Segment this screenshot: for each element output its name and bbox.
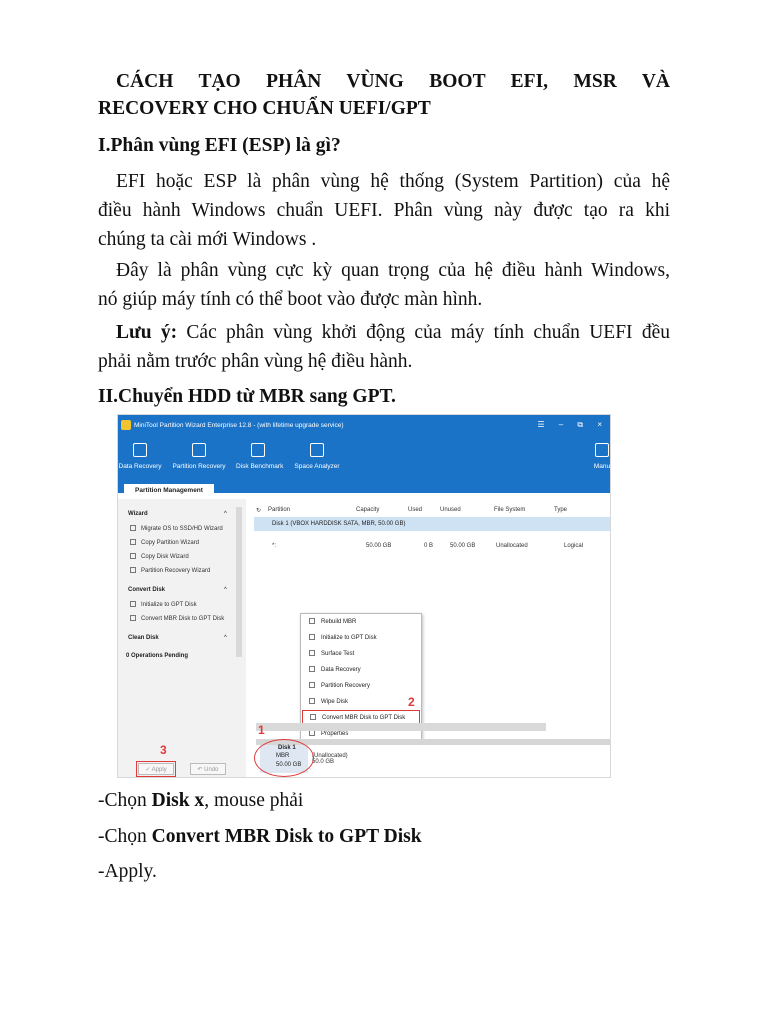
data-recovery-icon: [133, 443, 147, 457]
disk-benchmark-button: [236, 443, 284, 470]
app-logo-icon: [121, 420, 131, 430]
step-emphasis: Convert MBR Disk to GPT Disk: [151, 826, 422, 847]
column-header: Partition: [268, 507, 291, 513]
disk-map-unallocated: [312, 753, 348, 765]
initialize-icon: [309, 634, 315, 640]
manual-button: [590, 443, 611, 470]
disk-row-label: Disk 1 (VBOX HARDDISK SATA, MBR, 50.00 GB): [272, 521, 406, 527]
disk-map-size: 50.00 GB: [276, 762, 302, 768]
unallocated-label: (Unallocated): [312, 753, 348, 759]
paragraph-line: chúng ta cài mới Windows .: [98, 229, 317, 250]
disk-highlight-circle: [254, 739, 314, 777]
menu-item-label: Partition Recovery: [321, 683, 371, 689]
disk-benchmark-icon: [251, 443, 265, 457]
rebuild-icon: [309, 618, 315, 624]
chevron-up-icon: ^: [224, 635, 227, 641]
unallocated-size: 50.0 GB: [312, 759, 335, 765]
sidebar-item-label: Initialize to GPT Disk: [141, 602, 197, 608]
partition-capacity: 50.00 GB: [366, 543, 392, 549]
column-header: Type: [554, 507, 568, 513]
partition-wizard-screenshot: [117, 414, 611, 778]
menu-item-label: Data Recovery: [321, 667, 361, 673]
paragraph-importance: [98, 256, 670, 314]
step-emphasis: Disk x: [151, 790, 205, 811]
apply-highlight-box: [136, 761, 176, 777]
column-header: Unused: [440, 507, 461, 513]
toolbar-label: Data Recovery: [118, 463, 162, 470]
data-recovery-icon: [309, 666, 315, 672]
note-text: Các phân vùng khởi động của máy tính chuẩn UEFI đều: [177, 322, 670, 343]
refresh-icon: ↻: [256, 508, 262, 514]
recovery-wizard-icon: [130, 567, 136, 573]
menu-item-data-recovery: [301, 662, 421, 678]
paragraph-note: [98, 318, 670, 376]
sidebar-item-initialize-gpt: [130, 601, 197, 608]
column-header: Used: [408, 507, 423, 513]
marker-2: 2: [408, 695, 415, 709]
copy-partition-icon: [130, 539, 136, 545]
menu-item-label: Initialize to GPT Disk: [321, 635, 377, 641]
wipe-icon: [309, 698, 315, 704]
wizard-section-title: Wizard: [128, 511, 148, 517]
partition-recovery-icon: [192, 443, 206, 457]
sidebar-item-label: Convert MBR Disk to GPT Disk: [141, 616, 225, 622]
paragraph-efi-definition: [98, 167, 670, 254]
title-line-1: CÁCH TẠO PHÂN VÙNG BOOT EFI, MSR VÀ: [116, 71, 670, 92]
menu-item-wipe-disk: [301, 694, 421, 710]
paragraph-line: Đây là phân vùng cực kỳ quan trọng của hệ điều hành Windows,: [116, 260, 670, 281]
partition-name: *:: [272, 543, 277, 549]
title-line-2: RECOVERY CHO CHUẨN UEFI/GPT: [98, 98, 431, 119]
note-label: Lưu ý:: [116, 322, 178, 343]
sidebar-item-convert-mbr: [130, 615, 224, 622]
space-analyzer-button: [292, 443, 342, 470]
step-1: [98, 786, 670, 815]
toolbar-label: Disk Benchmark: [236, 463, 284, 470]
menu-item-label: Properties: [321, 731, 349, 737]
section-2-heading: II.Chuyển HDD từ MBR sang GPT.: [98, 386, 396, 407]
step-prefix: -Chọn: [98, 790, 152, 811]
operations-pending: 0 Operations Pending: [126, 653, 189, 659]
toolbar-label: Partition Recovery: [172, 463, 226, 470]
step-prefix: -Chọn: [98, 826, 152, 847]
sidebar-item-label: Copy Partition Wizard: [141, 540, 200, 546]
paragraph-line: điều hành Windows chuẩn UEFI. Phân vùng này được tạo ra khi: [98, 200, 670, 221]
menu-item-label: Wipe Disk: [321, 699, 349, 705]
surface-test-icon: [309, 650, 315, 656]
sidebar-item-label: Partition Recovery Wizard: [141, 568, 211, 574]
menu-item-rebuild-mbr: [301, 614, 421, 630]
disk-map-name: Disk 1: [278, 745, 296, 751]
chevron-up-icon: ^: [224, 511, 227, 517]
tab-partition-management: Partition Management: [124, 484, 214, 498]
column-header: Capacity: [356, 507, 380, 513]
section-1-heading: I.Phân vùng EFI (ESP) là gì?: [98, 135, 341, 156]
convert-icon: [130, 615, 136, 621]
partition-type: Logical: [564, 543, 584, 549]
menu-item-label: Convert MBR Disk to GPT Disk: [322, 715, 406, 721]
marker-3: 3: [160, 743, 167, 757]
data-recovery-button: [118, 443, 162, 470]
sidebar-item-copy-partition: [130, 539, 199, 546]
partition-used: 0 B: [424, 543, 434, 549]
initialize-icon: [130, 601, 136, 607]
disk-map-style: MBR: [276, 753, 290, 759]
table-row: [254, 517, 611, 531]
convert-icon: [310, 714, 316, 720]
menu-item-initialize-gpt: [301, 630, 421, 646]
sidebar-item-label: Copy Disk Wizard: [141, 554, 189, 560]
menu-item-surface-test: [301, 646, 421, 662]
document-title: [98, 68, 670, 122]
sidebar-scrollbar: [236, 507, 242, 657]
sidebar-item-copy-disk: [130, 553, 189, 560]
space-analyzer-icon: [310, 443, 324, 457]
column-header: File System: [494, 507, 526, 513]
step-suffix: , mouse phải: [204, 790, 304, 811]
menu-item-partition-recovery: [301, 678, 421, 694]
window-controls-icon: ☰ – ⧉ ×: [537, 420, 608, 429]
chevron-up-icon: ^: [224, 587, 227, 593]
partition-filesystem: Unallocated: [496, 543, 528, 549]
step-3: -Apply.: [98, 861, 157, 882]
marker-1: 1: [258, 723, 265, 737]
toolbar-label: Manu: [593, 463, 611, 470]
convert-section-title: Convert Disk: [128, 587, 166, 593]
window-title: MiniTool Partition Wizard Enterprise 12.8 - (with lifetime upgrade service): [134, 422, 344, 429]
table-scrollbar: [256, 723, 546, 731]
window-titlebar: [118, 415, 611, 437]
sidebar-item-migrate-os: [130, 525, 223, 532]
paragraph-line: [98, 318, 670, 347]
menu-item-label: Rebuild MBR: [321, 619, 357, 625]
clean-section-title: Clean Disk: [128, 635, 159, 641]
partition-unused: 50.00 GB: [450, 543, 476, 549]
sidebar-item-label: Migrate OS to SSD/HD Wizard: [141, 526, 223, 532]
copy-disk-icon: [130, 553, 136, 559]
partition-recovery-icon: [309, 682, 315, 688]
migrate-icon: [130, 525, 136, 531]
paragraph-line: phải nằm trước phân vùng hệ điều hành.: [98, 351, 413, 372]
toolbar-label: Space Analyzer: [294, 463, 340, 470]
step-2: [98, 822, 670, 851]
action-sidebar: [118, 499, 246, 778]
undo-button: ↶ Undo: [190, 763, 226, 775]
manual-icon: [595, 443, 609, 457]
menu-item-label: Surface Test: [321, 651, 355, 657]
sidebar-item-partition-recovery: [130, 567, 210, 574]
partition-recovery-button: [172, 443, 226, 470]
paragraph-line: nó giúp máy tính có thể boot vào được màn hình.: [98, 289, 483, 310]
paragraph-line: EFI hoặc ESP là phân vùng hệ thống (System Partition) của hệ: [116, 171, 670, 192]
apply-button: ✓ Apply: [138, 763, 174, 775]
